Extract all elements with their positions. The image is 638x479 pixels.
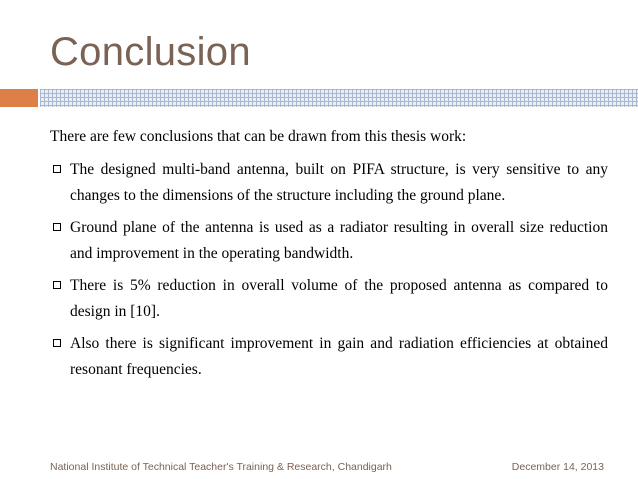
intro-text: There are few conclusions that can be drawn from this thesis work:	[50, 128, 467, 145]
slide-body	[50, 126, 608, 389]
footer-date: December 14, 2013	[511, 461, 604, 473]
bullet-text: The designed multi-band antenna, built on PIFA structure, is very sensitive to any changes to the dimensions of the structure including the ground plane.	[70, 161, 608, 204]
bullet-text: Ground plane of the antenna is used as a radiator resulting in overall size reduction and improvement in the operating bandwidth.	[70, 219, 608, 262]
square-bullet-icon	[53, 339, 61, 347]
square-bullet-icon	[53, 223, 61, 231]
pattern-band	[40, 89, 638, 107]
bullet-item	[50, 331, 608, 383]
title-divider	[0, 89, 638, 107]
bullet-text: Also there is significant improvement in gain and radiation efficiencies at obtained resonant frequencies.	[70, 335, 608, 378]
square-bullet-icon	[53, 165, 61, 173]
bullet-item	[50, 157, 608, 209]
bullet-item	[50, 215, 608, 267]
bullet-item	[50, 273, 608, 325]
slide-title: Conclusion	[50, 30, 251, 74]
bullet-text: There is 5% reduction in overall volume of the proposed antenna as compared to design in [10].	[70, 277, 608, 320]
accent-block	[0, 89, 38, 107]
square-bullet-icon	[53, 281, 61, 289]
footer-institute: National Institute of Technical Teacher's Training & Research, Chandigarh	[50, 461, 392, 473]
